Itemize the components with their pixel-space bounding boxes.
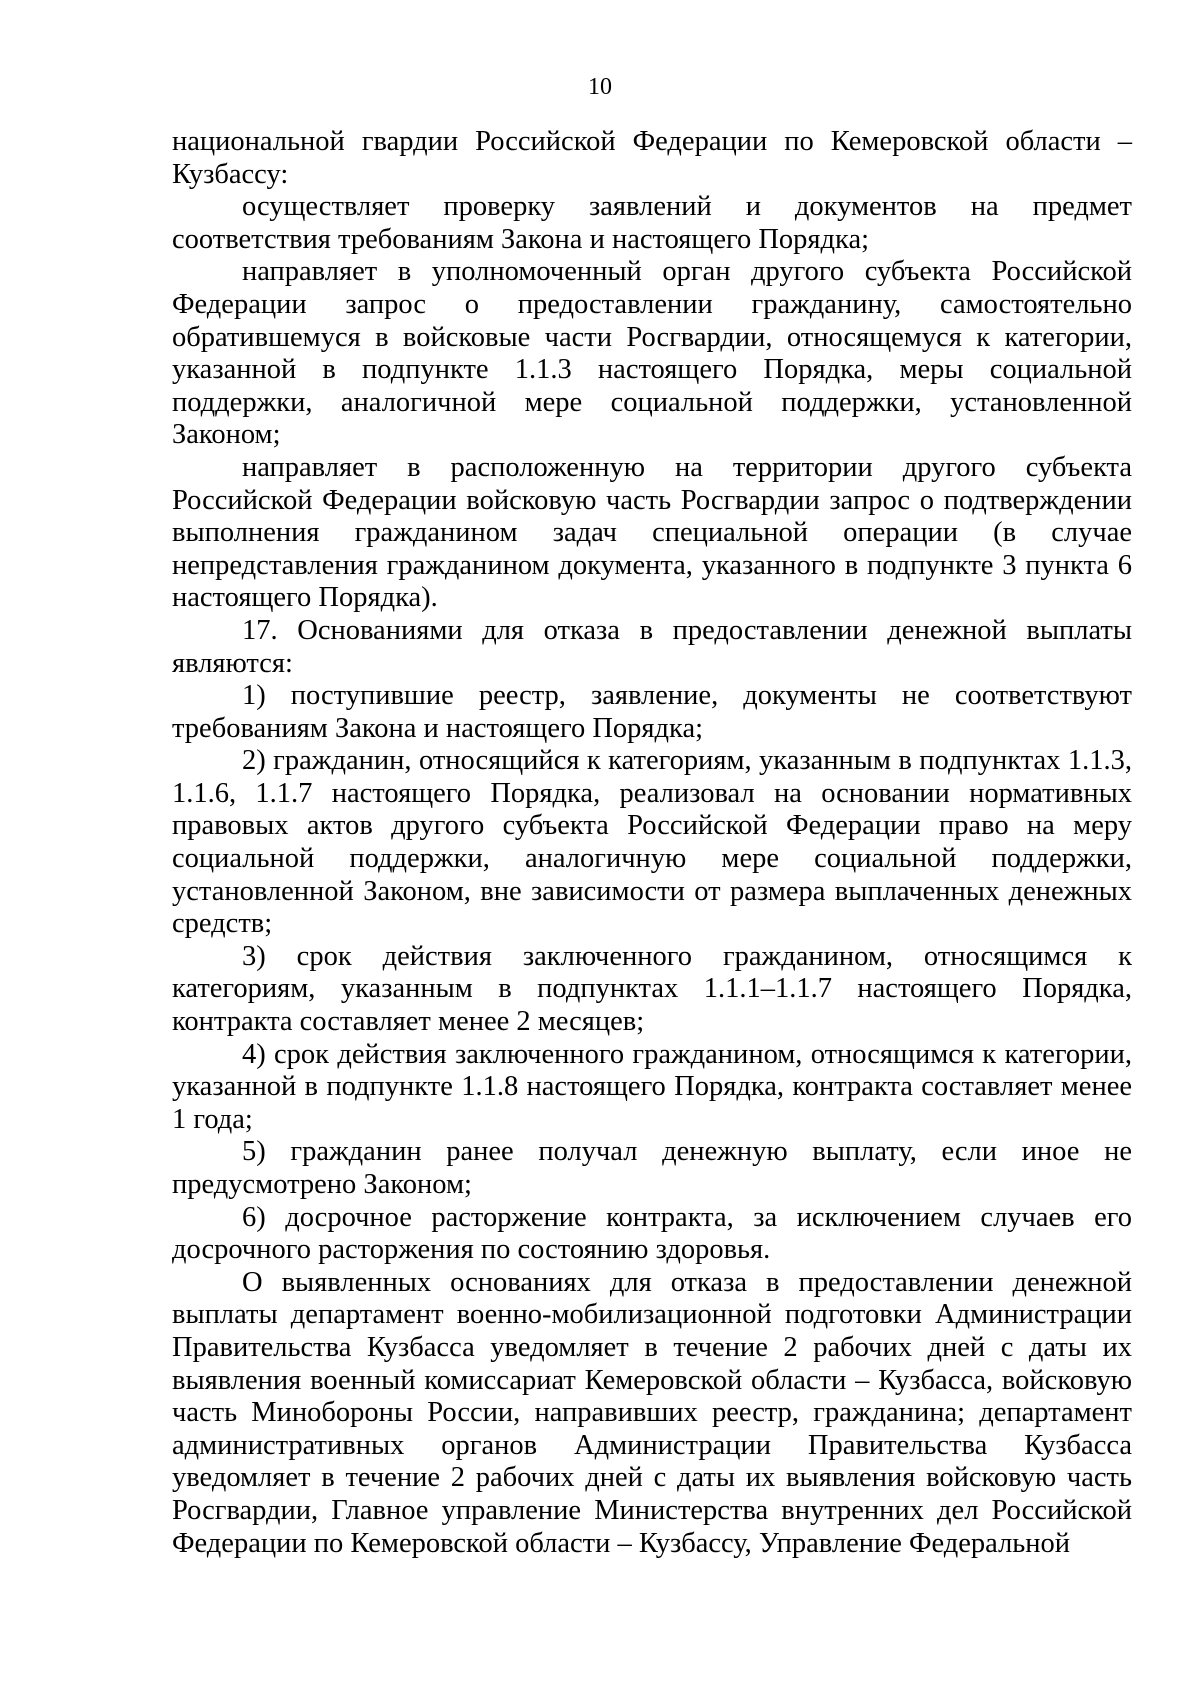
page-number: 10 <box>588 74 612 100</box>
paragraph-continuation: национальной гвардии Российской Федерации по Кемеровской области – Кузбассу: <box>172 126 1132 190</box>
list-item-3: 3) срок действия заключенного гражданином, относящимся к категориям, указанным в подпунктах 1.1.1–1.1.7 настоящего Порядка, контракта составляет менее 2 месяцев; <box>172 940 1132 1038</box>
list-item-2: 2) гражданин, относящийся к категориям, указанным в подпунктах 1.1.3, 1.1.6, 1.1.7 настоящего Порядка, реализовал на основании нормативных правовых актов другого субъекта Российской Федерации право на меру социальной поддержки, аналогичную мере социальной поддержки, установленной Законом, вне зависимости от размера выплаченных денежных средств; <box>172 745 1132 940</box>
paragraph: О выявленных основаниях для отказа в предоставлении денежной выплаты департамент военно-мобилизационной подготовки Администрации Правительства Кузбасса уведомляет в течение 2 рабочих дней с даты их выявления военный комиссариат Кемеровской области – Кузбасса, войсковую часть Минобороны России, направивших реестр, гражданина; департамент административных органов Администрации Правительства Кузбасса уведомляет в течение 2 рабочих дней с даты их выявления войсковую часть Росгвардии, Главное управление Министерства внутренних дел Российской Федерации по Кемеровской области – Кузбассу, Управление Федеральной <box>172 1266 1132 1559</box>
list-item-1: 1) поступившие реестр, заявление, документы не соответствуют требованиям Закона и настоящего Порядка; <box>172 680 1132 744</box>
list-item-4: 4) срок действия заключенного гражданином, относящимся к категории, указанной в подпункте 1.1.8 настоящего Порядка, контракта составляет менее 1 года; <box>172 1038 1132 1135</box>
paragraph: направляет в уполномоченный орган другого субъекта Российской Федерации запрос о предоставлении гражданину, самостоятельно обратившемуся в войсковые части Росгвардии, относящемуся к категории, указанной в подпункте 1.1.3 настоящего Порядка, меры социальной поддержки, аналогичной мере социальной поддержки, установленной Законом; <box>172 256 1132 451</box>
paragraph: направляет в расположенную на территории другого субъекта Российской Федерации войсковую часть Росгвардии запрос о подтверждении выполнения гражданином задач специальной операции (в случае непредставления гражданином документа, указанного в подпункте 3 пункта 6 настоящего Порядка). <box>172 451 1132 614</box>
paragraph-clause-17: 17. Основаниями для отказа в предоставлении денежной выплаты являются: <box>172 614 1132 679</box>
list-item-5: 5) гражданин ранее получал денежную выплату, если иное не предусмотрено Законом; <box>172 1136 1132 1200</box>
document-body <box>172 126 1132 1560</box>
paragraph: осуществляет проверку заявлений и документов на предмет соответствия требованиям Закона и настоящего Порядка; <box>172 191 1132 255</box>
list-item-6: 6) досрочное расторжение контракта, за исключением случаев его досрочного расторжения по состоянию здоровья. <box>172 1201 1132 1266</box>
